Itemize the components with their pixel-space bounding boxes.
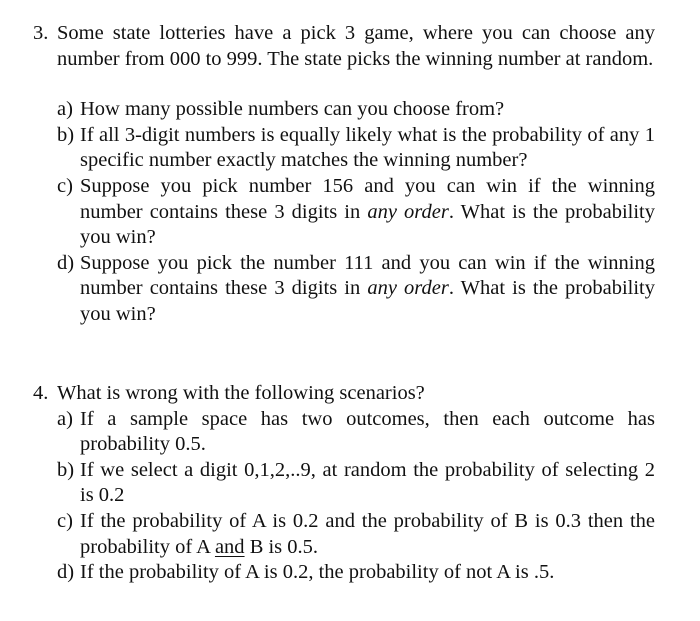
part-text: If the probability of A is 0.2, the probability of not A is .5. (80, 561, 555, 584)
part-text: If a sample space has two outcomes, then each outcome has probability 0.5. (80, 407, 655, 456)
part-text: If we select a digit 0,1,2,..9, at random the probability of selecting 2 is 0.2 (80, 458, 655, 507)
problem-3-part-d (33, 251, 655, 328)
part-label: a) (57, 98, 73, 121)
part-text (80, 174, 655, 251)
part-text-underlined: and (214, 535, 245, 558)
part-text: If all 3-digit numbers is equally likely what is the probability of any 1 specific number exactly matches the winning number? (80, 123, 655, 172)
part-text-before: Suppose you pick number 156 and you can win if the winning number contains these 3 digits in (80, 174, 655, 223)
problem-3-part-a (33, 97, 655, 123)
problem-4-part-a (33, 407, 655, 458)
problem-3 (33, 21, 655, 328)
part-label: b) (57, 458, 75, 481)
problem-4-part-b (33, 458, 655, 509)
part-text-after: . What is the probability you win? (80, 200, 655, 249)
part-text-emphasis: any order (367, 200, 449, 223)
part-text-before: Suppose you pick the number 111 and you can win if the winning number contains these 3 digits in (80, 251, 655, 300)
problem-4-part-d (33, 560, 655, 586)
problem-4-question: What is wrong with the following scenarios? (57, 382, 425, 404)
part-text-emphasis: any order (367, 277, 449, 300)
problem-4-parts (33, 407, 655, 586)
problem-4-stem (33, 381, 655, 407)
part-text (80, 251, 655, 328)
problem-4 (33, 381, 655, 586)
part-label: d) (57, 251, 75, 274)
part-label: a) (57, 407, 73, 430)
part-label: d) (57, 561, 75, 584)
part-label: c) (57, 509, 73, 532)
problem-3-number: 3. (33, 22, 49, 44)
problem-3-part-b (33, 123, 655, 174)
problem-4-part-c (33, 509, 655, 560)
part-text: How many possible numbers can you choose from? (80, 98, 505, 121)
part-text-before: If the probability of A is 0.2 and the probability of B is 0.3 then the probability of A (80, 509, 655, 558)
part-text (80, 509, 655, 560)
problem-3-parts (33, 97, 655, 327)
part-text-after: B is 0.5. (244, 535, 319, 558)
problem-4-number: 4. (33, 382, 49, 404)
part-text-after: . What is the probability you win? (80, 277, 655, 325)
part-label: c) (57, 174, 73, 197)
part-label: b) (57, 123, 75, 146)
problem-3-stem (33, 21, 655, 72)
problem-3-part-c (33, 174, 655, 251)
problem-3-question: Some state lotteries have a pick 3 game, where you can choose any number from 000 to 999. The state picks the winning number at random. (57, 22, 655, 70)
